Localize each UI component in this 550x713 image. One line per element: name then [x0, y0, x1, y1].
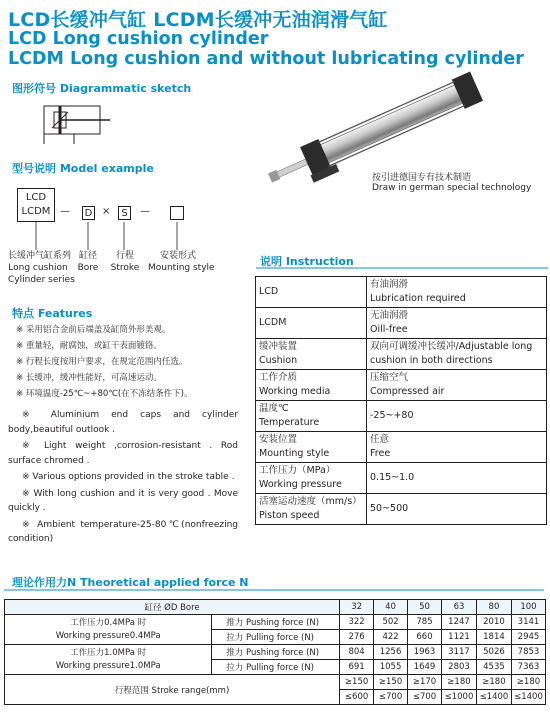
bore-value: 40: [374, 600, 408, 615]
feature-cn-item: ※ 长缓冲，缓冲性能好，可高速运动。: [16, 373, 162, 383]
force-rule: [4, 588, 544, 592]
force-value: 1814: [476, 630, 511, 645]
stroke-max: ≤700: [374, 690, 408, 705]
instruction-value: 双向可调缓冲长缓冲/Adjustable long cushion in both directions: [367, 339, 547, 370]
force-value: 276: [340, 630, 374, 645]
instruction-key: 工作压力（MPa） Working pressure: [256, 463, 367, 494]
model-label-stroke: 行程 Stroke: [110, 251, 140, 273]
force-header-row: [5, 600, 546, 615]
section-heading-force: 理论作用力N Theoretical applied force N: [12, 576, 249, 589]
page-title-en-1: LCD Long cushion cylinder: [8, 29, 269, 49]
force-bore-label: 缸径 ØD Bore: [5, 600, 340, 615]
bore-value: 32: [340, 600, 374, 615]
force-row: [5, 645, 546, 660]
features-en-list: [8, 408, 238, 549]
instruction-row: [256, 339, 547, 370]
instruction-key: LCDM: [256, 308, 367, 339]
features-cn-list: [16, 322, 193, 402]
model-times: ×: [102, 206, 111, 217]
cylinder-symbol-icon: [34, 100, 114, 150]
stroke-max: ≤1000: [441, 690, 476, 705]
stroke-min: ≥150: [340, 675, 374, 690]
model-stroke-box: S: [118, 206, 131, 220]
model-separator: —: [140, 206, 150, 217]
instruction-value: 任意 Free: [367, 432, 547, 463]
instruction-row: [256, 463, 547, 494]
instruction-value: 有油润滑 Lubrication required: [367, 277, 547, 308]
model-label-series: 长缓冲气缸系列 Long cushion Cylinder series: [8, 251, 75, 285]
pull-label: 拉力 Pulling force (N): [212, 660, 340, 675]
force-value: 804: [340, 645, 374, 660]
instruction-key: LCD: [256, 277, 367, 308]
force-value: 1121: [441, 630, 476, 645]
force-value: 3117: [441, 645, 476, 660]
feature-cn-item: ※ 重量轻，耐腐蚀，或缸干表面镀铬。: [16, 341, 162, 351]
force-value: 1256: [374, 645, 408, 660]
pressure-10-label: 工作压力1.0MPa 时 Working pressure1.0MPa: [5, 645, 212, 675]
force-value: 502: [374, 615, 408, 630]
stroke-min: ≥170: [408, 675, 442, 690]
section-heading-instruction: 说明 Instruction: [260, 255, 354, 268]
stroke-max: ≤1400: [476, 690, 511, 705]
force-value: 7363: [511, 660, 545, 675]
force-value: 2010: [476, 615, 511, 630]
model-connector-lines: [0, 222, 200, 250]
force-value: 785: [408, 615, 442, 630]
feature-cn-item: ※ 行程长度按用户要求，在规定范围内任选。: [16, 357, 188, 367]
instruction-value: 0.15~1.0: [367, 463, 547, 494]
force-value: 7853: [511, 645, 545, 660]
model-mounting-box: [170, 206, 184, 220]
instruction-value: 压缩空气 Compressed air: [367, 370, 547, 401]
product-caption-en: Draw in german special technology: [372, 183, 532, 193]
push-label: 推力 Pushing force (N): [212, 615, 340, 630]
feature-en-item: ※ Ambient temperature-25-80℃(nonfreezing condition): [8, 519, 238, 544]
force-value: 322: [340, 615, 374, 630]
feature-cn-item: ※ 环境温度-25℃~+80℃(在不冻结条件下)。: [16, 389, 193, 399]
pressure-04-label: 工作压力0.4MPa 时 Working pressure0.4MPa: [5, 615, 212, 645]
stroke-range-label: 行程范围 Stroke range(mm): [5, 675, 340, 705]
instruction-key: 活塞运动速度（mm/s） Piston speed: [256, 494, 367, 525]
force-value: 2803: [441, 660, 476, 675]
feature-en-item: ※ With long cushion and it is very good . Move quickly .: [8, 488, 238, 513]
instruction-row: [256, 401, 547, 432]
model-series-lcdm: LCDM: [21, 206, 51, 217]
page-title-cn: LCD长缓冲气缸 LCDM长缓冲无油润滑气缸: [8, 9, 388, 31]
feature-en-item: ※ Various options provided in the stroke table .: [22, 472, 235, 482]
force-row: [5, 615, 546, 630]
model-series-lcd: LCD: [25, 192, 47, 203]
page-title-en-2: LCDM Long cushion and without lubricating cylinder: [8, 49, 524, 69]
instruction-key: 安装位置 Mounting style: [256, 432, 367, 463]
stroke-min: ≥180: [511, 675, 545, 690]
instruction-key: 缓冲装置 Cushion: [256, 339, 367, 370]
stroke-max: ≤600: [340, 690, 374, 705]
section-heading-symbol: 图形符号 Diagrammatic sketch: [12, 82, 192, 95]
force-value: 660: [408, 630, 442, 645]
instruction-key: 工作介质 Working media: [256, 370, 367, 401]
instruction-value: -25~+80: [367, 401, 547, 432]
model-label-mounting: 安装形式 Mounting style: [148, 251, 215, 273]
stroke-max: ≤700: [408, 690, 442, 705]
feature-en-item: ※ Light weight ,corrosion-resistant . Rod surface chromed .: [8, 441, 238, 466]
model-series-box: [17, 188, 55, 222]
instruction-value: 50~500: [367, 494, 547, 525]
bore-value: 50: [408, 600, 442, 615]
stroke-min: ≥150: [374, 675, 408, 690]
stroke-min: ≥180: [441, 675, 476, 690]
stroke-row: [5, 675, 546, 690]
force-value: 422: [374, 630, 408, 645]
feature-en-item: ※ Aluminium end caps and cylinder body,beautiful outlook .: [8, 410, 238, 435]
stroke-max: ≤1400: [511, 690, 545, 705]
force-table: [4, 599, 546, 705]
cylinder-product-image: [262, 68, 512, 186]
bore-value: 100: [511, 600, 545, 615]
pull-label: 拉力 Pulling force (N): [212, 630, 340, 645]
force-value: 1649: [408, 660, 442, 675]
model-label-bore: 缸径 Bore: [77, 251, 99, 273]
instruction-table: [255, 276, 547, 525]
force-value: 691: [340, 660, 374, 675]
force-value: 3141: [511, 615, 545, 630]
force-value: 1963: [408, 645, 442, 660]
instruction-row: [256, 308, 547, 339]
stroke-min: ≥180: [476, 675, 511, 690]
instruction-rule: [256, 266, 548, 270]
instruction-key: 温度℃ Temperature: [256, 401, 367, 432]
product-caption-cn: 按引进德国专有技术制造: [372, 173, 472, 183]
bore-value: 63: [441, 600, 476, 615]
feature-cn-item: ※ 采用铝合金前后端盖及缸筒外形美观。: [16, 325, 171, 335]
model-separator: —: [60, 206, 70, 217]
force-value: 2945: [511, 630, 545, 645]
bore-value: 80: [476, 600, 511, 615]
force-value: 4535: [476, 660, 511, 675]
section-heading-model: 型号说明 Model example: [12, 162, 154, 175]
instruction-value: 无油润滑 Oill-free: [367, 308, 547, 339]
push-label: 推力 Pushing force (N): [212, 645, 340, 660]
instruction-row: [256, 494, 547, 525]
force-value: 1247: [441, 615, 476, 630]
instruction-row: [256, 432, 547, 463]
model-bore-box: D: [82, 206, 95, 220]
force-value: 1055: [374, 660, 408, 675]
section-heading-features: 特点 Features: [12, 307, 93, 320]
force-value: 5026: [476, 645, 511, 660]
instruction-row: [256, 370, 547, 401]
instruction-row: [256, 277, 547, 308]
